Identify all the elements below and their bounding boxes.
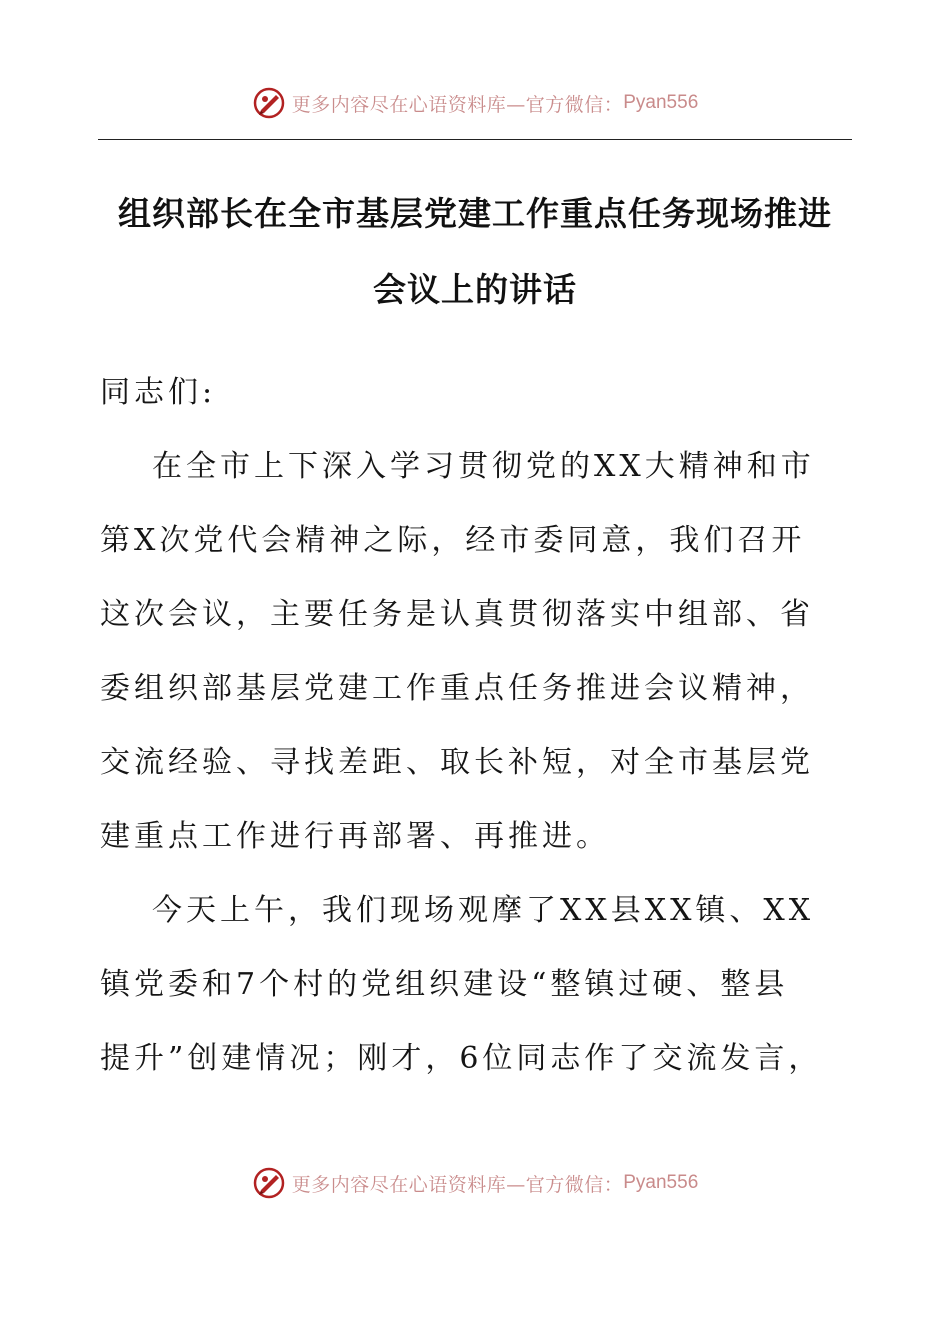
salutation: 同志们:: [100, 375, 217, 410]
header-banner-wechat-id: Pyan556: [623, 92, 699, 113]
title-line: 组织部长在全市基层党建工作重点任务现场推进: [118, 194, 832, 233]
paragraph-line: 今天上午，我们现场观摩了XX县XX镇、XX: [152, 893, 815, 928]
footer-banner-text: 更多内容尽在心语资料库—官方微信：: [291, 1173, 624, 1196]
paragraph-line: 提升”创建情况；刚才，6位同志作了交流发言，: [100, 1041, 823, 1076]
footer-banner-wechat-id: Pyan556: [623, 1172, 699, 1193]
document-body: [100, 356, 852, 1096]
document-title: [98, 176, 852, 328]
paragraph-line: 镇党委和7个村的党组织建设“整镇过硬、整县: [100, 967, 789, 1002]
pen-logo-icon: [252, 1166, 286, 1200]
pen-logo-icon: [252, 86, 286, 120]
header-divider: [98, 139, 852, 140]
title-line: 会议上的讲话: [373, 270, 577, 309]
header-banner-text: 更多内容尽在心语资料库—官方微信：: [291, 93, 624, 116]
footer-banner: [0, 1163, 950, 1203]
paragraph-line: 委组织部基层党建工作重点任务推进会议精神，: [100, 671, 814, 706]
paragraph-line: 这次会议，主要任务是认真贯彻落实中组部、省: [100, 597, 814, 632]
paragraph-line: 第X次党代会精神之际，经市委同意，我们召开: [100, 523, 806, 558]
paragraph-line: 建重点工作进行再部署、再推进。: [100, 819, 610, 854]
paragraph-line: 交流经验、寻找差距、取长补短，对全市基层党: [100, 745, 814, 780]
header-banner: [0, 83, 950, 123]
paragraph-line: 在全市上下深入学习贯彻党的XX大精神和市: [152, 449, 815, 484]
